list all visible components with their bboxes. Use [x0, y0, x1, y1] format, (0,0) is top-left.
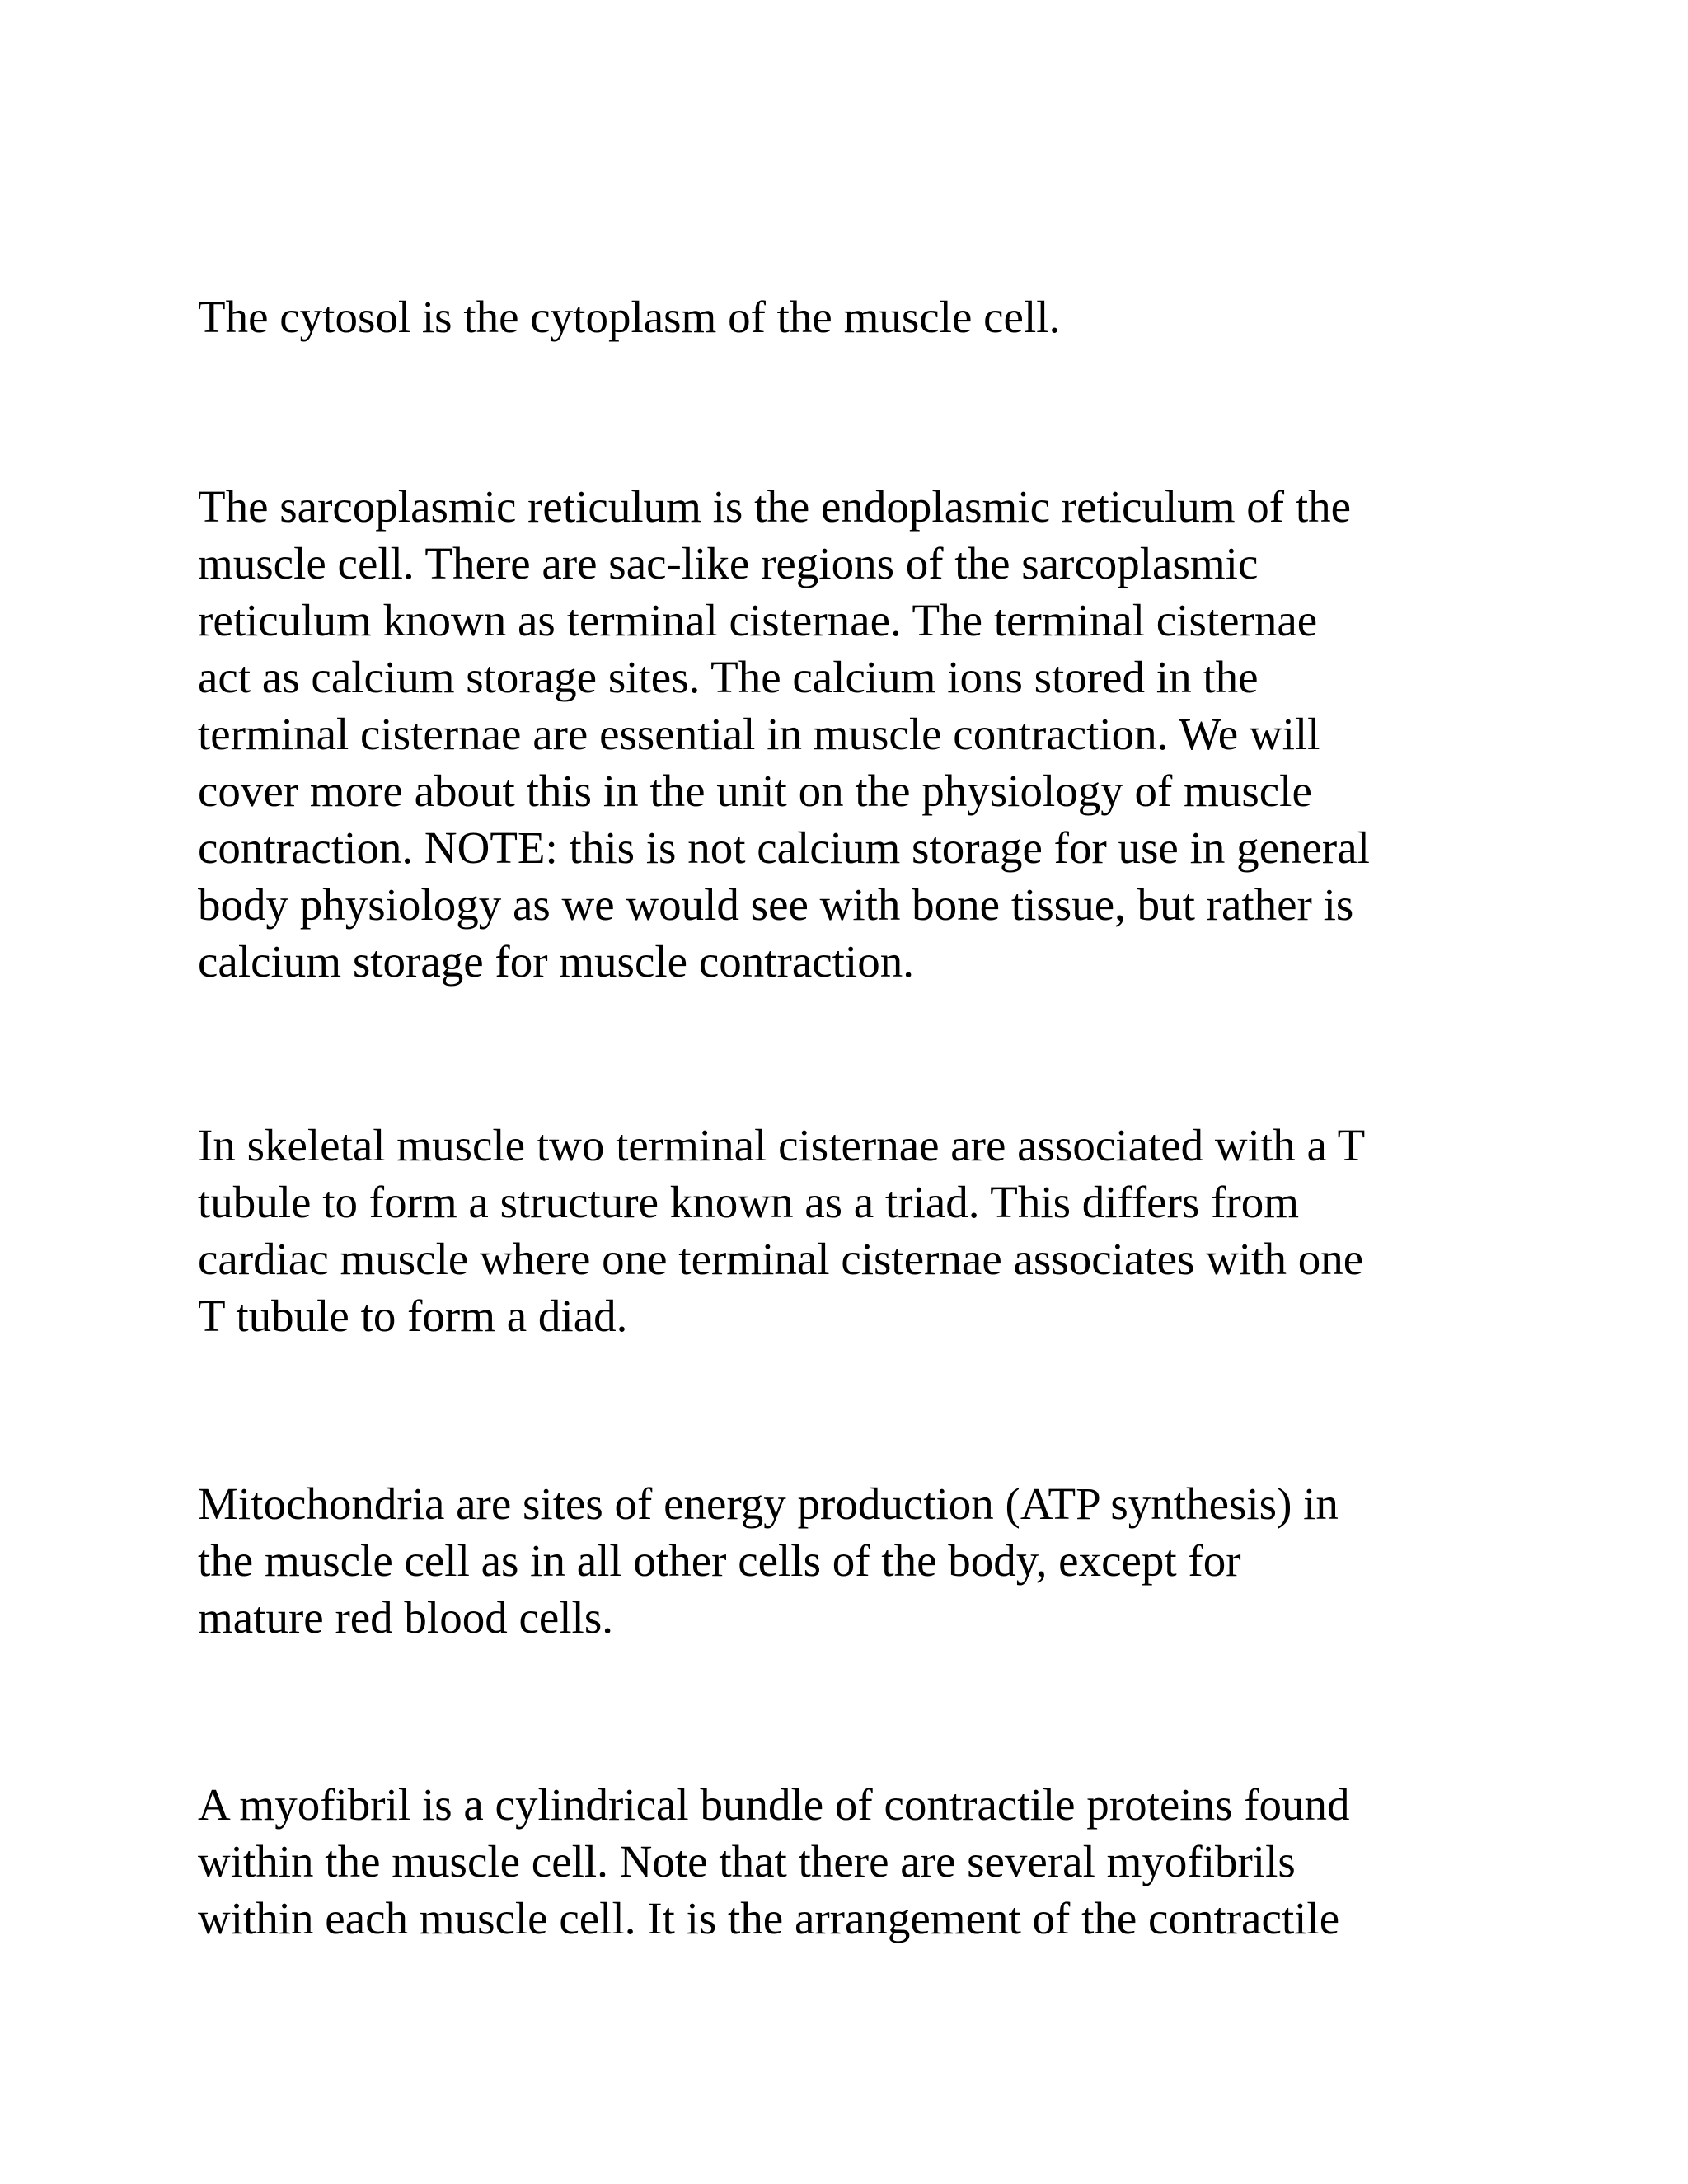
text-line: T tubule to form a diad. [198, 1291, 628, 1341]
text-line: The cytosol is the cytoplasm of the muscle cell. [198, 292, 1061, 342]
text-line: muscle cell. There are sac-like regions of the sarcoplasmic [198, 538, 1259, 588]
text-line: terminal cisternae are essential in muscle contraction. We will [198, 709, 1320, 759]
text-line: The sarcoplasmic reticulum is the endoplasmic reticulum of the [198, 481, 1352, 532]
paragraph-myofibril [198, 1776, 1550, 1947]
text-line: In skeletal muscle two terminal cisternae are associated with a T [198, 1120, 1366, 1170]
paragraph-cytosol [198, 288, 1550, 345]
paragraph-mitochondria [198, 1475, 1550, 1646]
text-line: calcium storage for muscle contraction. [198, 936, 914, 987]
text-line: body physiology as we would see with bone tissue, but rather is [198, 879, 1354, 930]
paragraph-triad [198, 1117, 1550, 1344]
text-line: contraction. NOTE: this is not calcium storage for use in general [198, 823, 1370, 873]
text-line: tubule to form a structure known as a triad. This differs from [198, 1177, 1299, 1227]
text-line: within each muscle cell. It is the arrangement of the contractile [198, 1893, 1340, 1943]
text-line: Mitochondria are sites of energy production (ATP synthesis) in [198, 1479, 1339, 1529]
text-line: mature red blood cells. [198, 1592, 613, 1643]
text-line: the muscle cell as in all other cells of the body, except for [198, 1535, 1241, 1586]
text-line: cardiac muscle where one terminal cisternae associates with one [198, 1234, 1364, 1284]
text-line: A myofibril is a cylindrical bundle of contractile proteins found [198, 1779, 1350, 1830]
text-line: reticulum known as terminal cisternae. The terminal cisternae [198, 595, 1318, 645]
text-line: act as calcium storage sites. The calcium ions stored in the [198, 652, 1259, 702]
text-line: cover more about this in the unit on the physiology of muscle [198, 766, 1312, 816]
text-line: within the muscle cell. Note that there are several myofibrils [198, 1836, 1296, 1886]
paragraph-sarcoplasmic-reticulum [198, 478, 1550, 990]
